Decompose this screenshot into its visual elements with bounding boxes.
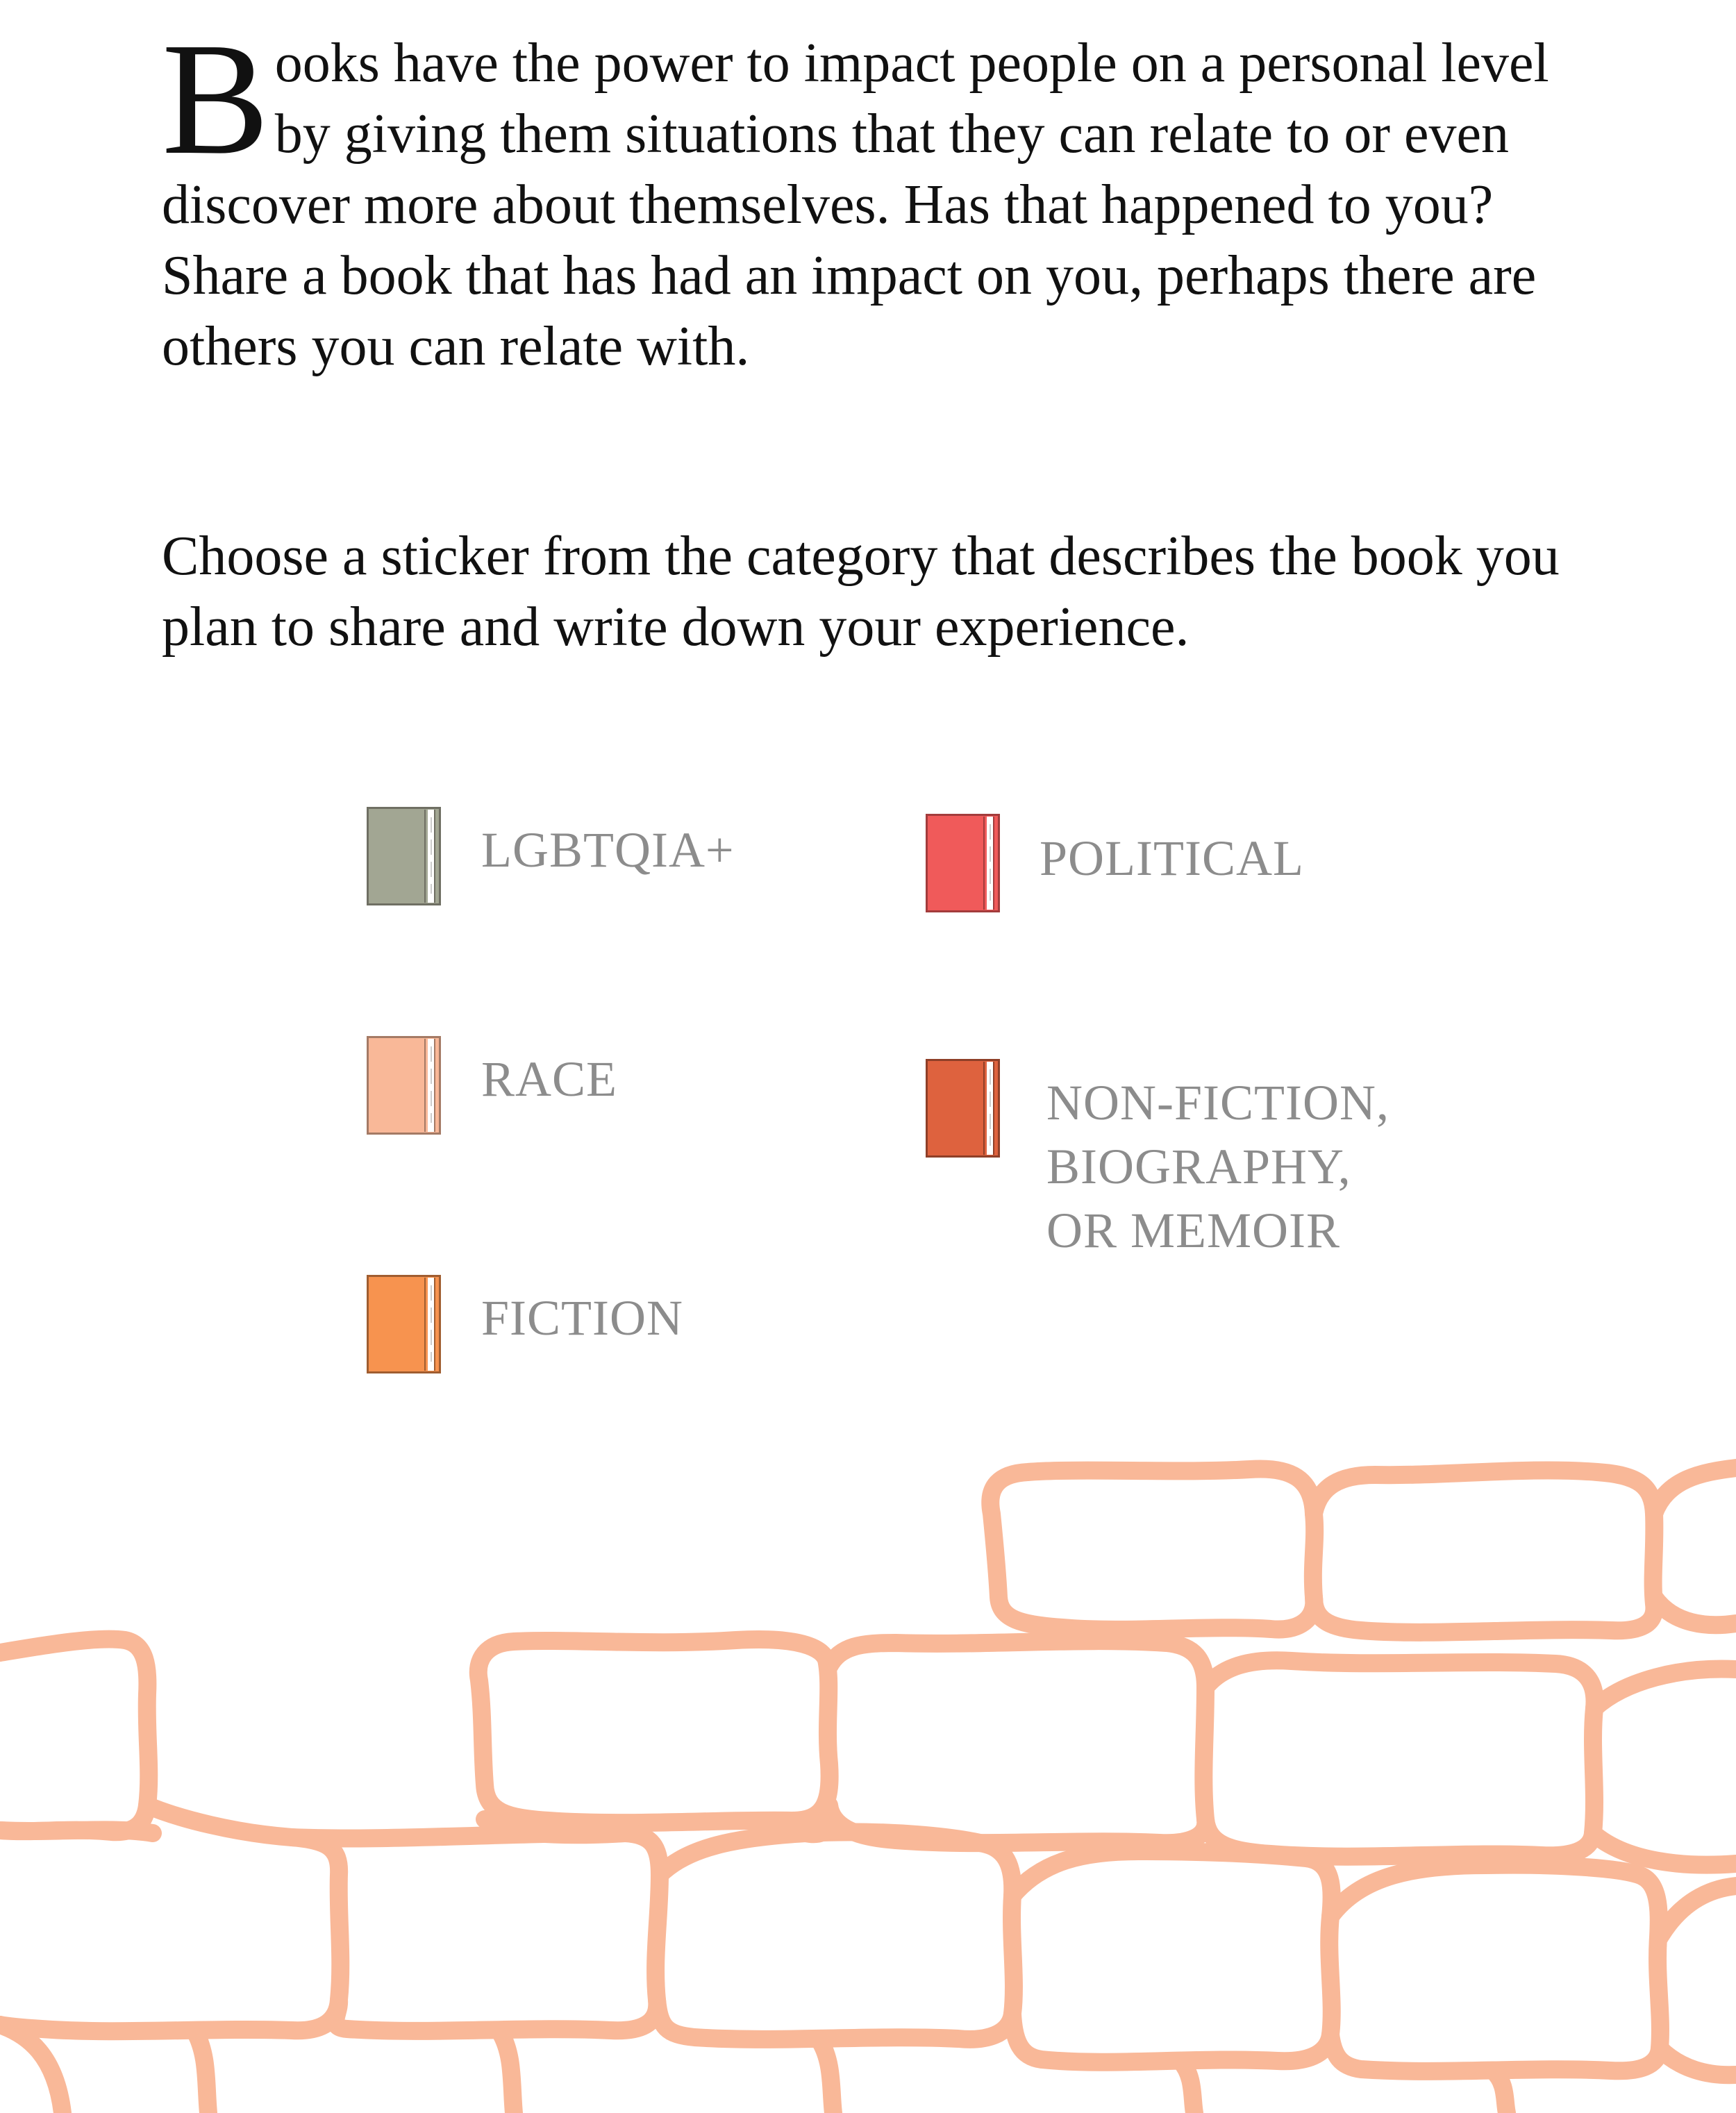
book-icon	[367, 1275, 442, 1373]
legend-label-lgbtqia: LGBTQIA+	[481, 822, 735, 878]
book-icon	[367, 807, 442, 905]
legend-label-nonfiction-line3: OR MEMOIR	[1046, 1203, 1341, 1258]
drop-cap: B	[162, 10, 269, 188]
legend-label-nonfiction-line2: BIOGRAPHY,	[1046, 1139, 1351, 1194]
legend-label-fiction: FICTION	[481, 1290, 683, 1346]
instruction-paragraph: Choose a sticker from the category that describes the book you plan to share and write down your experience.	[162, 526, 1560, 658]
legend-label-political: POLITICAL	[1040, 830, 1304, 886]
legend-label-nonfiction-line1: NON-FICTION,	[1046, 1075, 1389, 1130]
intro-text: ooks have the power to impact people on a personal level by giving them situations that they can relate to or even discover more about themselves. Has that happened to you? Share a book that has had an impact on you, perhaps there are others you can relate with.	[162, 33, 1549, 377]
book-icon	[367, 1036, 442, 1135]
legend-label-race: RACE	[481, 1051, 618, 1107]
intro-paragraph	[162, 10, 1606, 382]
brick-wall-icon	[0, 1458, 1736, 2113]
book-icon	[926, 814, 1001, 912]
book-icon	[926, 1059, 1001, 1158]
